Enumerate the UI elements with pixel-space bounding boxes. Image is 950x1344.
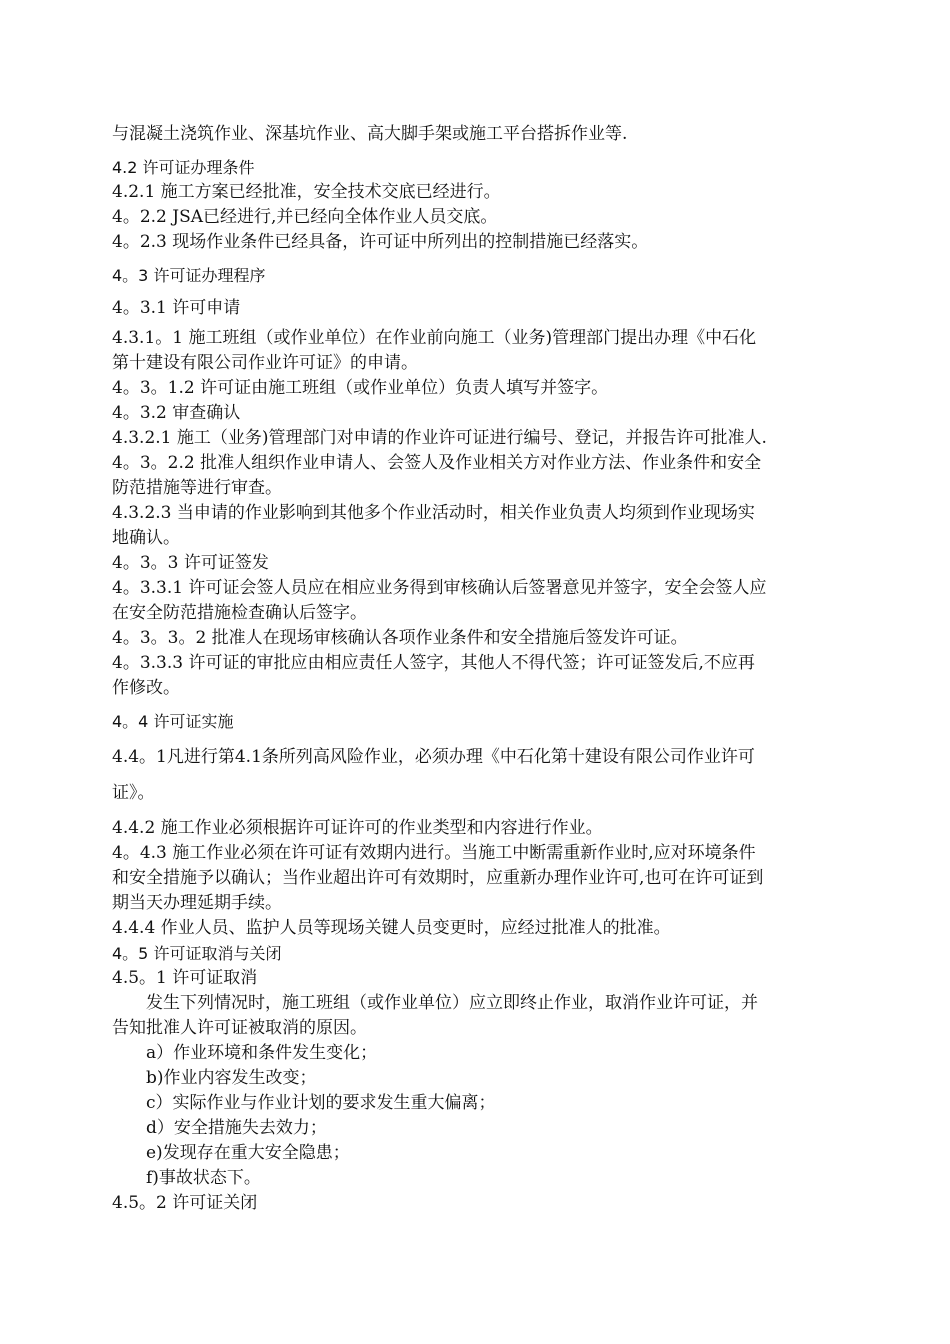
clause-4-3-3-2: 4。3。3。2 批准人在现场审核确认各项作业条件和安全措施后签发许可证。 <box>112 628 688 648</box>
clause-4-4-1-line2: 证》。 <box>112 783 155 803</box>
clause-4-4-3-line3: 期当天办理延期手续。 <box>112 893 282 913</box>
clause-4-3-2-3-line2: 地确认。 <box>112 528 180 548</box>
clause-4-3-2: 4。3.2 审查确认 <box>112 403 241 423</box>
clause-4-3-2-1: 4.3.2.1 施工（业务)管理部门对申请的作业许可证进行编号、登记，并报告许可批准人. <box>112 428 767 448</box>
clause-4-3-3: 4。3。3 许可证签发 <box>112 553 269 573</box>
section-heading-4-4: 4。4 许可证实施 <box>112 712 234 731</box>
section-heading-4-3: 4。3 许可证办理程序 <box>112 266 266 285</box>
clause-4-2-2: 4。2.2 JSA已经进行,并已经向全体作业人员交底。 <box>112 207 498 227</box>
clause-4-4-3-line1: 4。4.3 施工作业必须在许可证有效期内进行。当施工中断需重新作业时,应对环境条件 <box>112 843 756 863</box>
section-heading-4-2: 4.2 许可证办理条件 <box>112 158 255 177</box>
clause-4-5-2: 4.5。2 许可证关闭 <box>112 1193 258 1213</box>
clause-4-5-1: 4.5。1 许可证取消 <box>112 968 258 988</box>
clause-4-3-1: 4。3.1 许可申请 <box>112 298 241 318</box>
clause-4-3-1-2: 4。3。1.2 许可证由施工班组（或作业单位）负责人填写并签字。 <box>112 378 609 398</box>
clause-4-3-3-3-line1: 4。3.3.3 许可证的审批应由相应责任人签字，其他人不得代签；许可证签发后,不应再 <box>112 653 755 673</box>
clause-4-3-1-1-line1: 4.3.1。1 施工班组（或作业单位）在作业前向施工（业务)管理部门提出办理《中石化 <box>112 328 757 348</box>
clause-4-3-3-1-line2: 在安全防范措施检查确认后签字。 <box>112 603 367 623</box>
list-item: a）作业环境和条件发生变化； <box>146 1043 378 1063</box>
clause-4-4-3-line2: 和安全措施予以确认；当作业超出许可有效期时，应重新办理作业许可,也可在许可证到 <box>112 868 764 888</box>
clause-4-4-4: 4.4.4 作业人员、监护人员等现场关键人员变更时，应经过批准人的批准。 <box>112 918 671 938</box>
paragraph-4-5-1-line1: 发生下列情况时，施工班组（或作业单位）应立即终止作业，取消作业许可证，并 <box>146 993 758 1013</box>
list-item: f)事故状态下。 <box>146 1168 261 1188</box>
list-item: c）实际作业与作业计划的要求发生重大偏离； <box>146 1093 496 1113</box>
list-item: d）安全措施失去效力； <box>146 1118 327 1138</box>
clause-4-3-2-3-line1: 4.3.2.3 当申请的作业影响到其他多个作业活动时，相关作业负责人均须到作业现场实 <box>112 503 755 523</box>
paragraph-4-5-1-line2: 告知批准人许可证被取消的原因。 <box>112 1018 367 1038</box>
paragraph-continuation: 与混凝土浇筑作业、深基坑作业、高大脚手架或施工平台搭拆作业等. <box>112 124 628 144</box>
clause-4-2-3: 4。2.3 现场作业条件已经具备，许可证中所列出的控制措施已经落实。 <box>112 232 649 252</box>
clause-4-3-1-1-line2: 第十建设有限公司作业许可证》的申请。 <box>112 353 418 373</box>
list-item: e)发现存在重大安全隐患； <box>146 1143 350 1163</box>
clause-4-3-3-3-line2: 作修改。 <box>112 678 180 698</box>
clause-4-4-1-line1: 4.4。1凡进行第4.1条所列高风险作业，必须办理《中石化第十建设有限公司作业许可 <box>112 747 755 767</box>
clause-4-3-2-2-line1: 4。3。2.2 批准人组织作业申请人、会签人及作业相关方对作业方法、作业条件和安全 <box>112 453 762 473</box>
clause-4-3-2-2-line2: 防范措施等进行审查。 <box>112 478 282 498</box>
section-heading-4-5: 4。5 许可证取消与关闭 <box>112 944 282 963</box>
clause-4-4-2: 4.4.2 施工作业必须根据许可证许可的作业类型和内容进行作业。 <box>112 818 603 838</box>
clause-4-3-3-1-line1: 4。3.3.1 许可证会签人员应在相应业务得到审核确认后签署意见并签字，安全会签人应 <box>112 578 767 598</box>
list-item: b)作业内容发生改变； <box>146 1068 317 1088</box>
document-body <box>112 122 862 1216</box>
clause-4-2-1: 4.2.1 施工方案已经批准，安全技术交底已经进行。 <box>112 182 501 202</box>
